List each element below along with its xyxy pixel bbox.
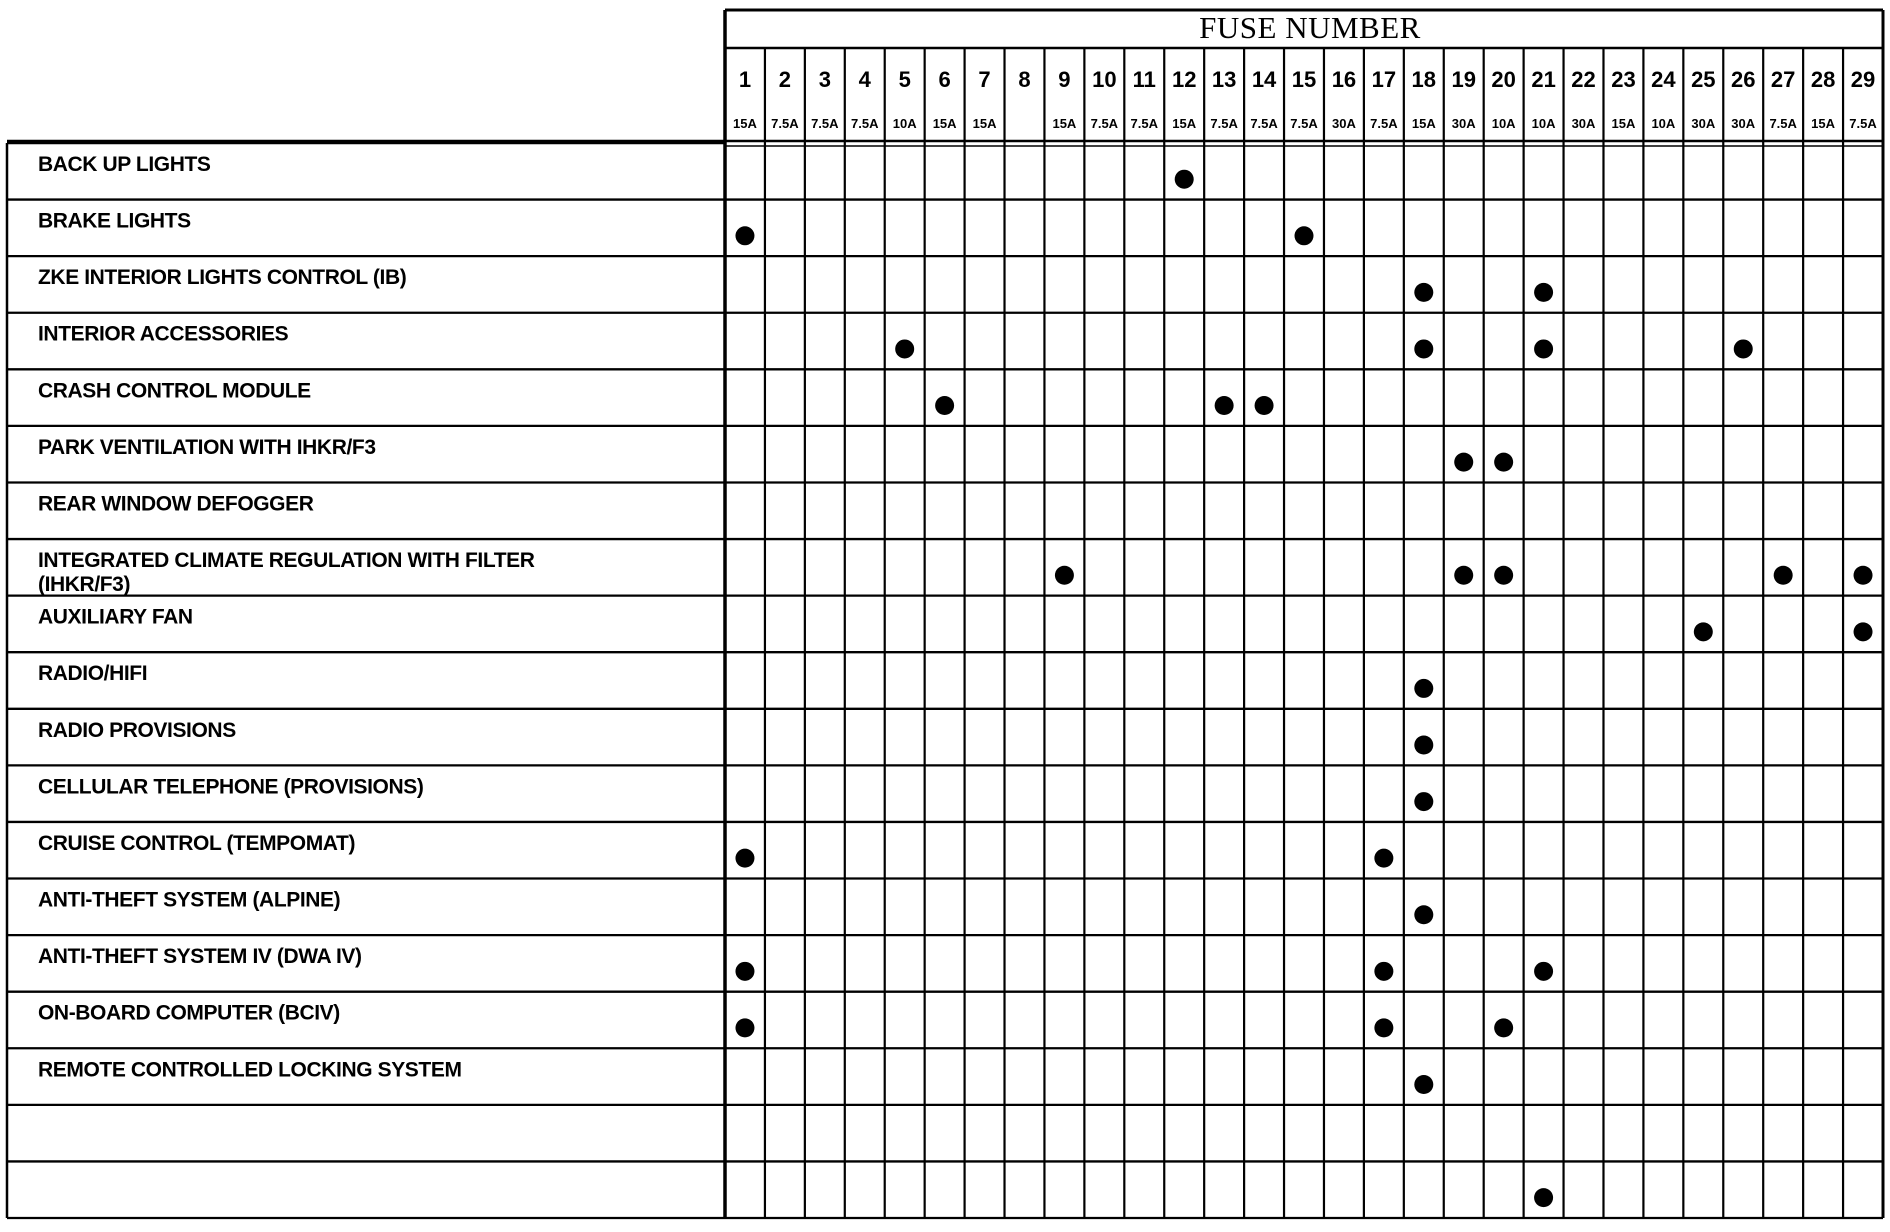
fuse-marker-dot: [1494, 1018, 1513, 1037]
fuse-marker-dot: [1255, 396, 1274, 415]
fuse-number-label: 10: [1092, 67, 1117, 92]
fuse-marker-dot: [1414, 679, 1433, 698]
circuit-label: BACK UP LIGHTS: [38, 153, 211, 176]
fuse-marker-dot: [735, 849, 754, 868]
fuse-number-label: 24: [1651, 67, 1676, 92]
fuse-marker-dot: [1215, 396, 1234, 415]
circuit-label: CRASH CONTROL MODULE: [38, 379, 311, 403]
fuse-number-label: 26: [1730, 67, 1756, 92]
fuse-number-label: 6: [938, 67, 951, 92]
circuit-label: RADIO PROVISIONS: [38, 718, 236, 742]
fuse-number-title: FUSE NUMBER: [1199, 10, 1421, 45]
fuse-marker-dot: [1454, 453, 1473, 472]
fuse-number-label: 14: [1251, 67, 1277, 92]
fuse-rating-label: 30A: [1451, 116, 1476, 131]
fuse-rating-label: 15A: [1411, 116, 1436, 131]
fuse-number-label: 5: [898, 67, 911, 92]
fuse-number-label: 21: [1531, 67, 1556, 92]
fuse-rating-label: 15A: [1052, 116, 1077, 131]
fuse-rating-label: 7.5A: [1370, 116, 1398, 131]
fuse-marker-dot: [1534, 962, 1553, 981]
fuse-number-label: 23: [1611, 67, 1636, 92]
fuse-number-label: 19: [1451, 67, 1476, 92]
fuse-rating-label: 10A: [1491, 116, 1516, 131]
fuse-marker-dot: [1374, 1018, 1393, 1037]
fuse-number-label: 7: [978, 67, 991, 92]
circuit-label: AUXILIARY FAN: [38, 605, 193, 629]
fuse-marker-dot: [1414, 792, 1433, 811]
circuit-label: REAR WINDOW DEFOGGER: [38, 492, 314, 516]
fuse-number-label: 18: [1411, 67, 1437, 92]
fuse-marker-dot: [1055, 566, 1074, 585]
fuse-rating-label: 7.5A: [1090, 116, 1119, 131]
fuse-marker-dot: [1774, 566, 1793, 585]
circuit-label: PARK VENTILATION WITH IHKR/F3: [38, 435, 376, 459]
fuse-rating-label: 15A: [1172, 116, 1197, 131]
circuit-label: CELLULAR TELEPHONE (PROVISIONS): [38, 775, 424, 799]
fuse-number-label: 8: [1018, 67, 1031, 92]
fuse-number-label: 4: [858, 67, 871, 92]
fuse-rating-label: 7.5A: [1130, 116, 1159, 131]
fuse-marker-dot: [1414, 905, 1433, 924]
fuse-rating-label: 10A: [892, 116, 917, 131]
fuse-rating-label: 7.5A: [1250, 116, 1278, 131]
fuse-number-label: 13: [1211, 67, 1237, 92]
fuse-number-label: 15: [1291, 67, 1317, 92]
circuit-label: ANTI-THEFT SYSTEM (ALPINE): [38, 888, 341, 912]
circuit-label: REMOTE CONTROLLED LOCKING SYSTEM: [38, 1058, 462, 1082]
fuse-marker-dot: [1534, 339, 1553, 358]
fuse-rating-label: 15A: [972, 116, 997, 131]
fuse-marker-dot: [1295, 226, 1314, 245]
fuse-number-label: 27: [1770, 67, 1796, 92]
fuse-rating-label: 7.5A: [771, 116, 799, 131]
fuse-marker-dot: [1414, 736, 1433, 755]
fuse-number-label: 1: [738, 67, 752, 92]
fuse-marker-dot: [1534, 283, 1553, 302]
fuse-number-label: 22: [1571, 67, 1596, 92]
fuse-number-label: 17: [1371, 67, 1397, 92]
fuse-number-label: 2: [778, 67, 792, 92]
fuse-marker-dot: [1414, 1075, 1433, 1094]
fuse-rating-label: 7.5A: [811, 116, 839, 131]
fuse-rating-label: 30A: [1332, 116, 1356, 131]
circuit-label: INTEGRATED CLIMATE REGULATION WITH FILTER: [38, 549, 535, 573]
fuse-rating-label: 10A: [1651, 116, 1676, 131]
fuse-marker-dot: [735, 962, 754, 981]
fuse-marker-dot: [1374, 849, 1393, 868]
fuse-number-label: 16: [1331, 67, 1357, 92]
fuse-marker-dot: [1494, 566, 1513, 585]
fuse-marker-dot: [1414, 339, 1433, 358]
fuse-marker-dot: [935, 396, 954, 415]
fuse-rating-label: 7.5A: [1290, 116, 1318, 131]
fuse-marker-dot: [1534, 1188, 1553, 1207]
circuit-label: CRUISE CONTROL (TEMPOMAT): [38, 831, 356, 855]
fuse-rating-label: 30A: [1571, 116, 1596, 131]
fuse-number-label: 20: [1491, 67, 1516, 92]
fuse-marker-dot: [1854, 622, 1873, 641]
fuse-rating-label: 30A: [1691, 116, 1716, 131]
fuse-marker-dot: [1454, 566, 1473, 585]
fuse-rating-label: 15A: [932, 116, 957, 131]
fuse-number-label: 25: [1691, 67, 1716, 92]
fuse-marker-dot: [1854, 566, 1873, 585]
fuse-marker-dot: [735, 226, 754, 245]
fuse-rating-label: 7.5A: [1769, 116, 1797, 131]
fuse-rating-label: 7.5A: [1849, 116, 1877, 131]
fuse-marker-dot: [1494, 453, 1513, 472]
circuit-label: ON-BOARD COMPUTER (BCIV): [38, 1001, 340, 1025]
circuit-label: INTERIOR ACCESSORIES: [38, 322, 289, 346]
circuit-label: (IHKR/F3): [38, 573, 131, 597]
fuse-rating-label: 7.5A: [851, 116, 879, 131]
fuse-marker-dot: [1694, 622, 1713, 641]
fuse-marker-dot: [735, 1018, 754, 1037]
fuse-number-label: 12: [1171, 67, 1197, 92]
fuse-number-label: 28: [1810, 67, 1836, 92]
fuse-marker-dot: [1374, 962, 1393, 981]
fuse-rating-label: 7.5A: [1210, 116, 1238, 131]
fuse-rating-label: 15A: [1811, 116, 1836, 131]
fuse-marker-dot: [1175, 170, 1194, 189]
circuit-label: ANTI-THEFT SYSTEM IV (DWA IV): [38, 945, 362, 969]
fuse-rating-label: 15A: [1611, 116, 1636, 131]
fuse-marker-dot: [1734, 339, 1753, 358]
fuse-number-label: 9: [1058, 67, 1071, 92]
fuse-marker-dot: [895, 339, 914, 358]
circuit-label: RADIO/HIFI: [38, 662, 148, 686]
circuit-label: ZKE INTERIOR LIGHTS CONTROL (IB): [38, 266, 407, 290]
fuse-number-label: 3: [818, 67, 831, 92]
fuse-marker-dot: [1414, 283, 1433, 302]
fuse-number-label: 11: [1132, 67, 1156, 92]
fuse-rating-label: 30A: [1731, 116, 1756, 131]
fuse-rating-label: 15A: [733, 116, 757, 131]
circuit-label: BRAKE LIGHTS: [38, 209, 191, 233]
fuse-rating-label: 10A: [1531, 116, 1556, 131]
fuse-number-label: 29: [1850, 67, 1876, 92]
